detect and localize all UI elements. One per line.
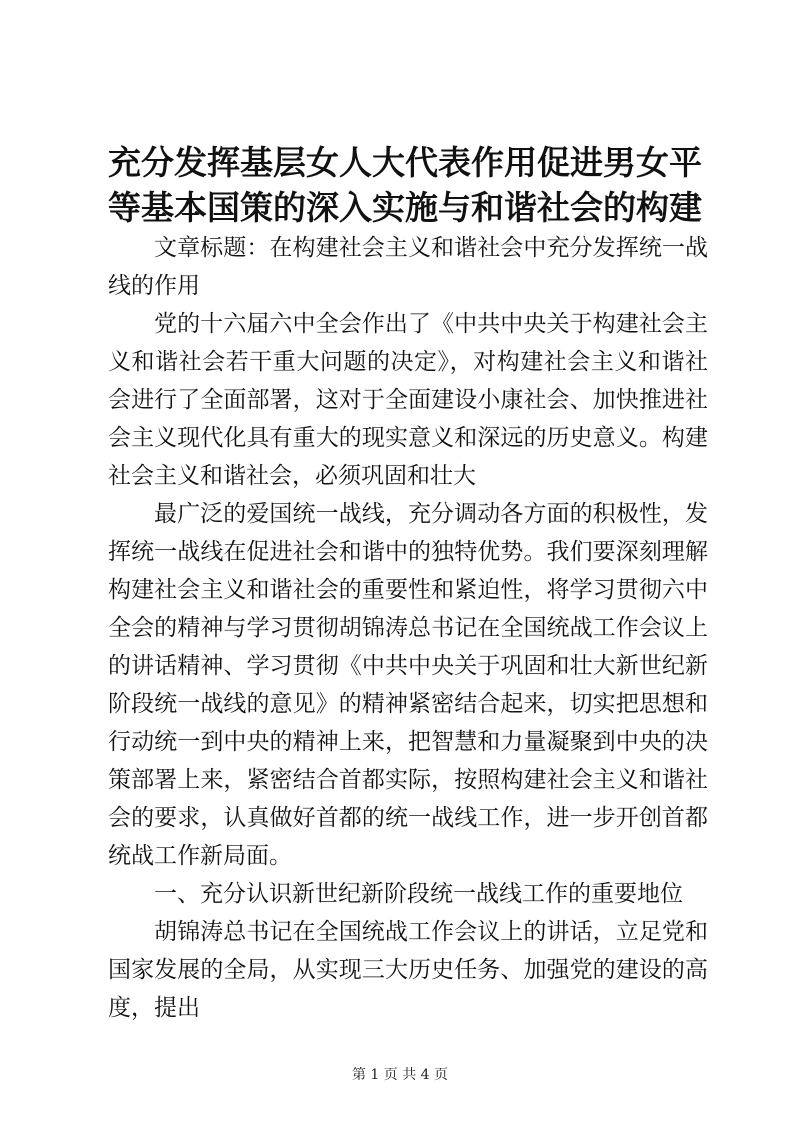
section-heading: 一、充分认识新世纪新阶段统一战线工作的重要地位 [154,881,683,907]
document-title: 充分发挥基层女人大代表作用促进男女平等基本国策的深入实施与和谐社会的构建 [108,143,702,227]
document-body [108,229,708,1027]
page-number-footer: 第 1 页 共 4 页 [351,1067,449,1083]
body-paragraph: 胡锦涛总书记在全国统战工作会议上的讲话，立足党和国家发展的全局，从实现三大历史任务、加强党的建设的高度，提出 [108,919,708,1021]
body-paragraph: 最广泛的爱国统一战线，充分调动各方面的积极性，发挥统一战线在促进社会和谐中的独特优势。我们要深刻理解构建社会主义和谐社会的重要性和紧迫性，将学习贯彻六中全会的精神与学习贯彻胡锦涛总书记在全国统战工作会议上的讲话精神、学习贯彻《中共中央关于巩固和壮大新世纪新阶段统一战线的意见》的精神紧密结合起来，切实把思想和行动统一到中央的精神上来，把智慧和力量凝聚到中央的决策部署上来，紧密结合首都实际，按照构建社会主义和谐社会的要求，认真做好首都的统一战线工作，进一步开创首都统战工作新局面。 [108,501,708,869]
article-heading-paragraph: 文章标题：在构建社会主义和谐社会中充分发挥统一战线的作用 [108,235,708,299]
body-paragraph: 党的十六届六中全会作出了《中共中央关于构建社会主义和谐社会若干重大问题的决定》，对构建社会主义和谐社会进行了全面部署，这对于全面建设小康社会、加快推进社会主义现代化具有重大的现实意义和深远的历史意义。构建社会主义和谐社会，必须巩固和壮大 [108,311,708,489]
